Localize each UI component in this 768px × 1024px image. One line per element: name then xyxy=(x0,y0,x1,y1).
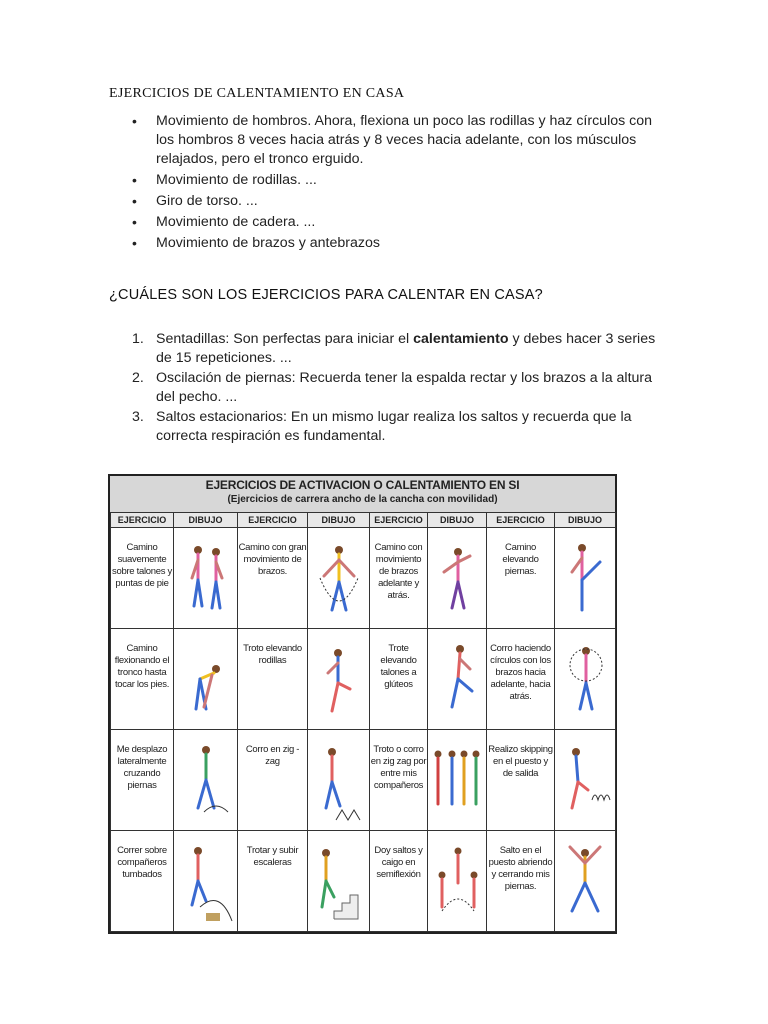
exercise-cell: Realizo skipping en el puesto y de salida xyxy=(487,730,555,831)
exercise-cell: Troto elevando rodillas xyxy=(238,629,308,730)
drawing-cell xyxy=(428,629,487,730)
exercise-cell: Trotar y subir escaleras xyxy=(238,831,308,932)
skipping-figure-drawing xyxy=(556,730,614,828)
section2-title: ¿CUÁLES SON LOS EJERCICIOS PARA CALENTAR EN CASA? xyxy=(109,287,543,303)
jump-over-figure-drawing xyxy=(176,831,236,929)
table-row xyxy=(111,831,616,932)
item-text: Saltos estacionarios: En un mismo lugar realiza los saltos y recuerda que la correcta respiración es fundamental. xyxy=(156,409,632,444)
column-header: EJERCICIO xyxy=(487,513,555,528)
list-item xyxy=(110,330,670,368)
column-header: DIBUJO xyxy=(308,513,370,528)
jump-sequence-figure-drawing xyxy=(430,831,485,929)
list-item: • Movimiento de hombros. Ahora, flexiona un poco las rodillas y haz círculos con los hombros 8 veces hacia atrás y 8 veces hacia adelante, con los músculos relajados, pero el tronco erguido. xyxy=(110,112,670,169)
column-header: EJERCICIO xyxy=(111,513,174,528)
column-header: EJERCICIO xyxy=(238,513,308,528)
exercise-steps xyxy=(110,330,670,447)
exercise-cell: Camino suavemente sobre talones y puntas de pie xyxy=(111,528,174,629)
drawing-cell xyxy=(174,831,238,932)
drawing-cell xyxy=(308,831,370,932)
arm-circles-figure-drawing xyxy=(430,528,485,626)
chart-title: EJERCICIOS DE ACTIVACION O CALENTAMIENTO EN SI xyxy=(205,478,520,492)
exercise-cell: Corro en zig - zag xyxy=(238,730,308,831)
list-item xyxy=(110,408,670,446)
drawing-cell xyxy=(428,528,487,629)
list-item xyxy=(110,369,670,407)
item-text: Oscilación de piernas: Recuerda tener la espalda rectar y los brazos a la altura del pecho. ... xyxy=(156,370,653,405)
drawing-cell xyxy=(174,629,238,730)
list-item: • Movimiento de brazos y antebrazos xyxy=(110,234,670,253)
exercise-cell: Camino elevando piernas. xyxy=(487,528,555,629)
bold-keyword: calentamiento xyxy=(413,331,509,347)
lateral-cross-figure-drawing xyxy=(176,730,236,828)
exercise-cell: Camino con gran movimiento de brazos. xyxy=(238,528,308,629)
drawing-cell xyxy=(308,730,370,831)
drawing-cell xyxy=(174,730,238,831)
drawing-cell xyxy=(555,528,616,629)
list-item: • Giro de torso. ... xyxy=(110,192,670,211)
item-number: 2. xyxy=(132,370,144,386)
column-header: DIBUJO xyxy=(174,513,238,528)
warmup-list xyxy=(110,112,670,255)
stairs-figure-drawing xyxy=(310,831,368,929)
exercise-cell: Correr sobre compañeros tumbados xyxy=(111,831,174,932)
drawing-cell xyxy=(555,831,616,932)
warmup-chart-image xyxy=(108,474,617,934)
zigzag-run-figure-drawing xyxy=(310,730,368,828)
column-header: DIBUJO xyxy=(428,513,487,528)
exercise-cell: Me desplazo lateralmente cruzando piernas xyxy=(111,730,174,831)
item-text: y debes hacer 3 series de 15 repeticiones. ... xyxy=(156,331,656,366)
drawing-cell xyxy=(308,629,370,730)
chart-subtitle: (Ejercicios de carrera ancho de la cancha con movilidad) xyxy=(227,494,498,505)
drawing-cell xyxy=(555,629,616,730)
item-text: Sentadillas: Son perfectas para iniciar el xyxy=(156,331,414,347)
walking-figures-drawing xyxy=(176,528,236,626)
list-item: • Movimiento de cadera. ... xyxy=(110,213,670,232)
drawing-cell xyxy=(428,730,487,831)
table-row xyxy=(111,730,616,831)
drawing-cell xyxy=(555,730,616,831)
exercise-cell: Camino con movimiento de brazos adelante y atrás. xyxy=(370,528,428,629)
item-number: 3. xyxy=(132,409,144,425)
arm-swing-figure-drawing xyxy=(310,528,368,626)
jumping-jack-figure-drawing xyxy=(556,831,614,929)
drawing-cell xyxy=(428,831,487,932)
exercise-cell: Trote elevando talones a glúteos xyxy=(370,629,428,730)
chart-table xyxy=(110,512,616,932)
list-item: • Movimiento de rodillas. ... xyxy=(110,171,670,190)
drawing-cell xyxy=(174,528,238,629)
column-header: DIBUJO xyxy=(555,513,616,528)
leg-raise-figure-drawing xyxy=(556,528,614,626)
knee-raise-figure-drawing xyxy=(310,629,368,727)
exercise-cell: Salto en el puesto abriendo y cerrando mis piernas. xyxy=(487,831,555,932)
table-row xyxy=(111,629,616,730)
arm-circle-run-figure-drawing xyxy=(556,629,614,727)
chart-header-row xyxy=(111,513,616,528)
table-row xyxy=(111,528,616,629)
heel-kick-figure-drawing xyxy=(430,629,485,727)
column-header: EJERCICIO xyxy=(370,513,428,528)
exercise-cell: Troto o corro en zig zag por entre mis compañeros xyxy=(370,730,428,831)
exercise-cell: Doy saltos y caigo en semiflexión xyxy=(370,831,428,932)
drawing-cell xyxy=(308,528,370,629)
group-zigzag-figures-drawing xyxy=(428,730,486,828)
section1-title: EJERCICIOS DE CALENTAMIENTO EN CASA xyxy=(109,86,405,101)
chart-header xyxy=(110,476,615,513)
exercise-cell: Corro haciendo círculos con los brazos hacia adelante, hacia atrás. xyxy=(487,629,555,730)
item-number: 1. xyxy=(132,331,144,347)
trunk-bend-figure-drawing xyxy=(176,629,236,727)
exercise-cell: Camino flexionando el tronco hasta tocar los pies. xyxy=(111,629,174,730)
